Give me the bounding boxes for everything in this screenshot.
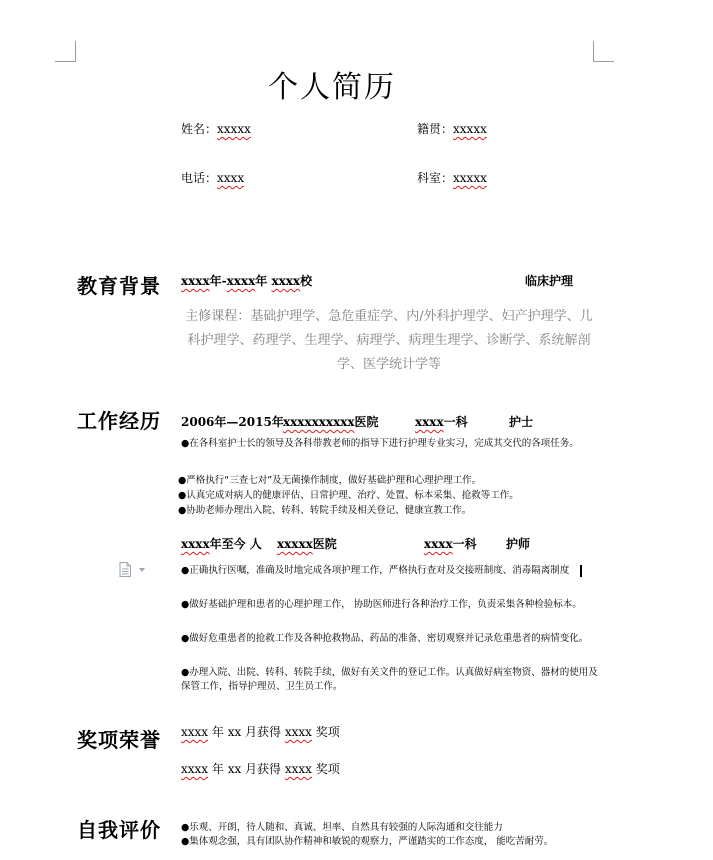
job1-hospital-name: xxxxxxxxxx: [283, 415, 355, 429]
info-name-label: 姓名：: [181, 122, 218, 136]
document-icon[interactable]: [119, 562, 131, 577]
education-courses: 主修课程：基础护理学、急危重症学、内/外科护理学、妇产护理学、儿科护理学、药理学、生理学、病理学、病理生理学、诊断学、系统解剖学、医学统计学等: [185, 309, 593, 372]
job1-bullet-3: ●认真完成对病人的健康评估、日常护理、治疗、处置、标本采集、抢救等工作。: [178, 490, 519, 501]
self-eval-bullet-2: ●集体观念强，具有团队协作精神和敏锐的观察力，严谨踏实的工作态度， 能吃苦耐劳。: [181, 836, 554, 847]
edu-school-suffix: 校: [300, 274, 313, 288]
job1-dept: [415, 413, 468, 430]
info-phone-value: xxxx: [217, 171, 245, 185]
award-item-2: [181, 760, 340, 777]
job1-bullet-1: ●在各科室护士长的领导及各科带教老师的指导下进行护理专业实习，完成其交代的各项任务。: [181, 438, 579, 449]
job1-period: 2006年—2015年: [181, 415, 284, 429]
info-dept-value: xxxxx: [453, 171, 487, 185]
corner-mark-top-right: [593, 41, 614, 62]
info-dept: [417, 169, 487, 186]
education-heading: 教育背景: [77, 274, 161, 298]
job1-bullet-2: ●严格执行“三查七对”及无菌操作制度，做好基础护理和心理护理工作。: [178, 475, 482, 486]
info-origin-label: 籍贯：: [417, 122, 454, 136]
chevron-down-icon[interactable]: [139, 568, 145, 572]
award-2-year: xxxx: [181, 762, 209, 776]
self-eval-bullet-1: ●乐观、开朗，待人随和、真诚、坦率、自然具有较强的人际沟通和交往能力: [181, 822, 503, 833]
job2-hospital-name: xxxxx: [277, 537, 313, 551]
job2-dept: [424, 535, 477, 552]
job2-hospital-suffix: 医院: [312, 537, 337, 551]
job2-bullet-1: ●正确执行医嘱，准确及时地完成各项护理工作，严格执行查对及交接班制度、消毒隔离制度: [181, 565, 570, 576]
job2-hospital: [277, 535, 337, 552]
info-phone-label: 电话：: [181, 171, 218, 185]
info-phone: [181, 169, 244, 186]
award-1-name: xxxx: [284, 725, 312, 739]
award-1-year: xxxx: [181, 725, 209, 739]
job2-role: 护师: [506, 537, 531, 551]
education-major: 临床护理: [525, 274, 574, 288]
text-cursor: [580, 565, 582, 577]
award-1-suffix: 奖项: [311, 725, 340, 739]
education-line: [181, 272, 312, 289]
edu-year-suffix: 年: [255, 274, 268, 288]
job2-dept-suffix: 一科: [452, 537, 477, 551]
job2-period: [181, 535, 262, 552]
job2-bullet-3: ●做好危重患者的抢救工作及各种抢救物品、药品的准备、密切观察并记录危重患者的病情变化。: [181, 633, 589, 644]
job1-role: 护士: [509, 415, 534, 429]
self-eval-heading: 自我评价: [77, 818, 161, 842]
job2-dept-name: xxxx: [424, 537, 453, 551]
award-2-suffix: 奖项: [311, 762, 340, 776]
job2-period-text: 年至今 人: [209, 537, 262, 551]
page-title: 个人简历: [268, 70, 396, 105]
edu-year-sep: 年-: [209, 274, 227, 288]
job1-dept-name: xxxx: [415, 415, 444, 429]
award-2-name: xxxx: [284, 762, 312, 776]
edu-year-start: xxxx: [181, 274, 210, 288]
info-dept-label: 科室：: [417, 171, 454, 185]
corner-mark-top-left: [55, 41, 76, 62]
job2-year: xxxx: [181, 537, 210, 551]
award-item-1: [181, 723, 340, 740]
award-1-text: 年 xx 月获得: [208, 725, 285, 739]
info-name: [181, 120, 251, 137]
job1-dept-suffix: 一科: [443, 415, 468, 429]
job1-hospital: [283, 413, 379, 430]
edu-year-end: xxxx: [226, 274, 256, 288]
work-heading: 工作经历: [77, 409, 161, 433]
award-2-text: 年 xx 月获得: [208, 762, 285, 776]
edu-school: xxxx: [271, 274, 301, 288]
job1-bullet-4: ●协助老师办理出入院、转科、转院手续及相关登记、健康宣教工作。: [178, 505, 472, 516]
info-origin-value: xxxxx: [453, 122, 487, 136]
job2-bullet-2: ●做好基础护理和患者的心理护理工作， 协助医师进行各种治疗工作，负责采集各种检验标本。: [181, 599, 582, 610]
info-origin: [417, 120, 487, 137]
info-name-value: xxxxx: [217, 122, 251, 136]
job1-hospital-suffix: 医院: [354, 415, 379, 429]
awards-heading: 奖项荣誉: [77, 728, 161, 752]
job2-bullet-4: ●办理入院、出院、转科、转院手续，做好有关文件的登记工作。认真做好病室物资、器材的使用及保管工作，指导护理员、卫生员工作。: [181, 667, 598, 692]
